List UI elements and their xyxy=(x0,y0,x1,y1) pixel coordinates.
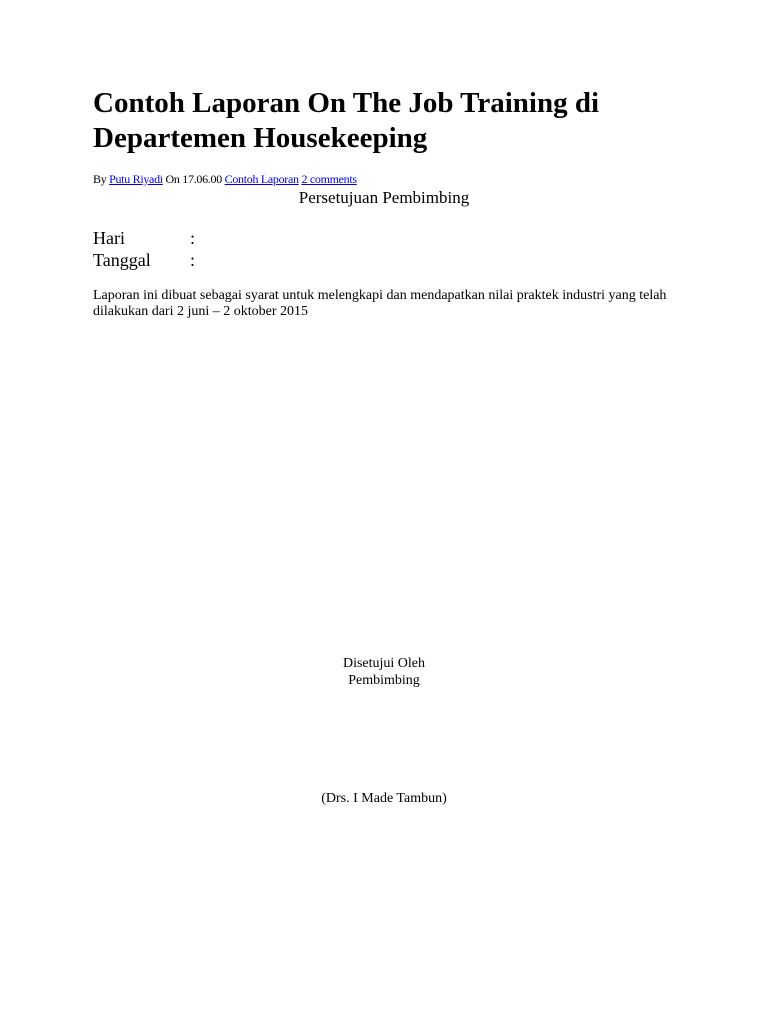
field-separator: : xyxy=(190,228,196,248)
field-label-hari: Hari xyxy=(93,228,125,248)
field-label-tanggal: Tanggal xyxy=(93,250,151,270)
post-meta xyxy=(93,171,357,187)
meta-by-label: By xyxy=(93,172,107,186)
category-link[interactable]: Contoh Laporan xyxy=(224,172,299,186)
author-link[interactable]: Putu Riyadi xyxy=(109,172,163,186)
comments-link[interactable]: 2 comments xyxy=(301,172,357,186)
field-row-tanggal xyxy=(93,249,195,271)
signature-approved-by: Disetujui Oleh xyxy=(342,656,426,671)
field-row-hari xyxy=(93,227,195,249)
field-separator: : xyxy=(190,250,196,270)
post-title: Contoh Laporan On The Job Training di Departemen Housekeeping xyxy=(93,87,600,154)
report-paragraph: Laporan ini dibuat sebagai syarat untuk melengkapi dan mendapatkan nilai praktek industri yang telah dilakukan dari 2 juni – 2 oktober 2015 xyxy=(93,288,667,319)
meta-date: On 17.06.00 xyxy=(165,172,222,186)
signature-name: (Drs. I Made Tambun) xyxy=(321,791,447,806)
approval-heading: Persetujuan Pembimbing xyxy=(298,188,470,207)
signature-role: Pembimbing xyxy=(348,673,420,688)
